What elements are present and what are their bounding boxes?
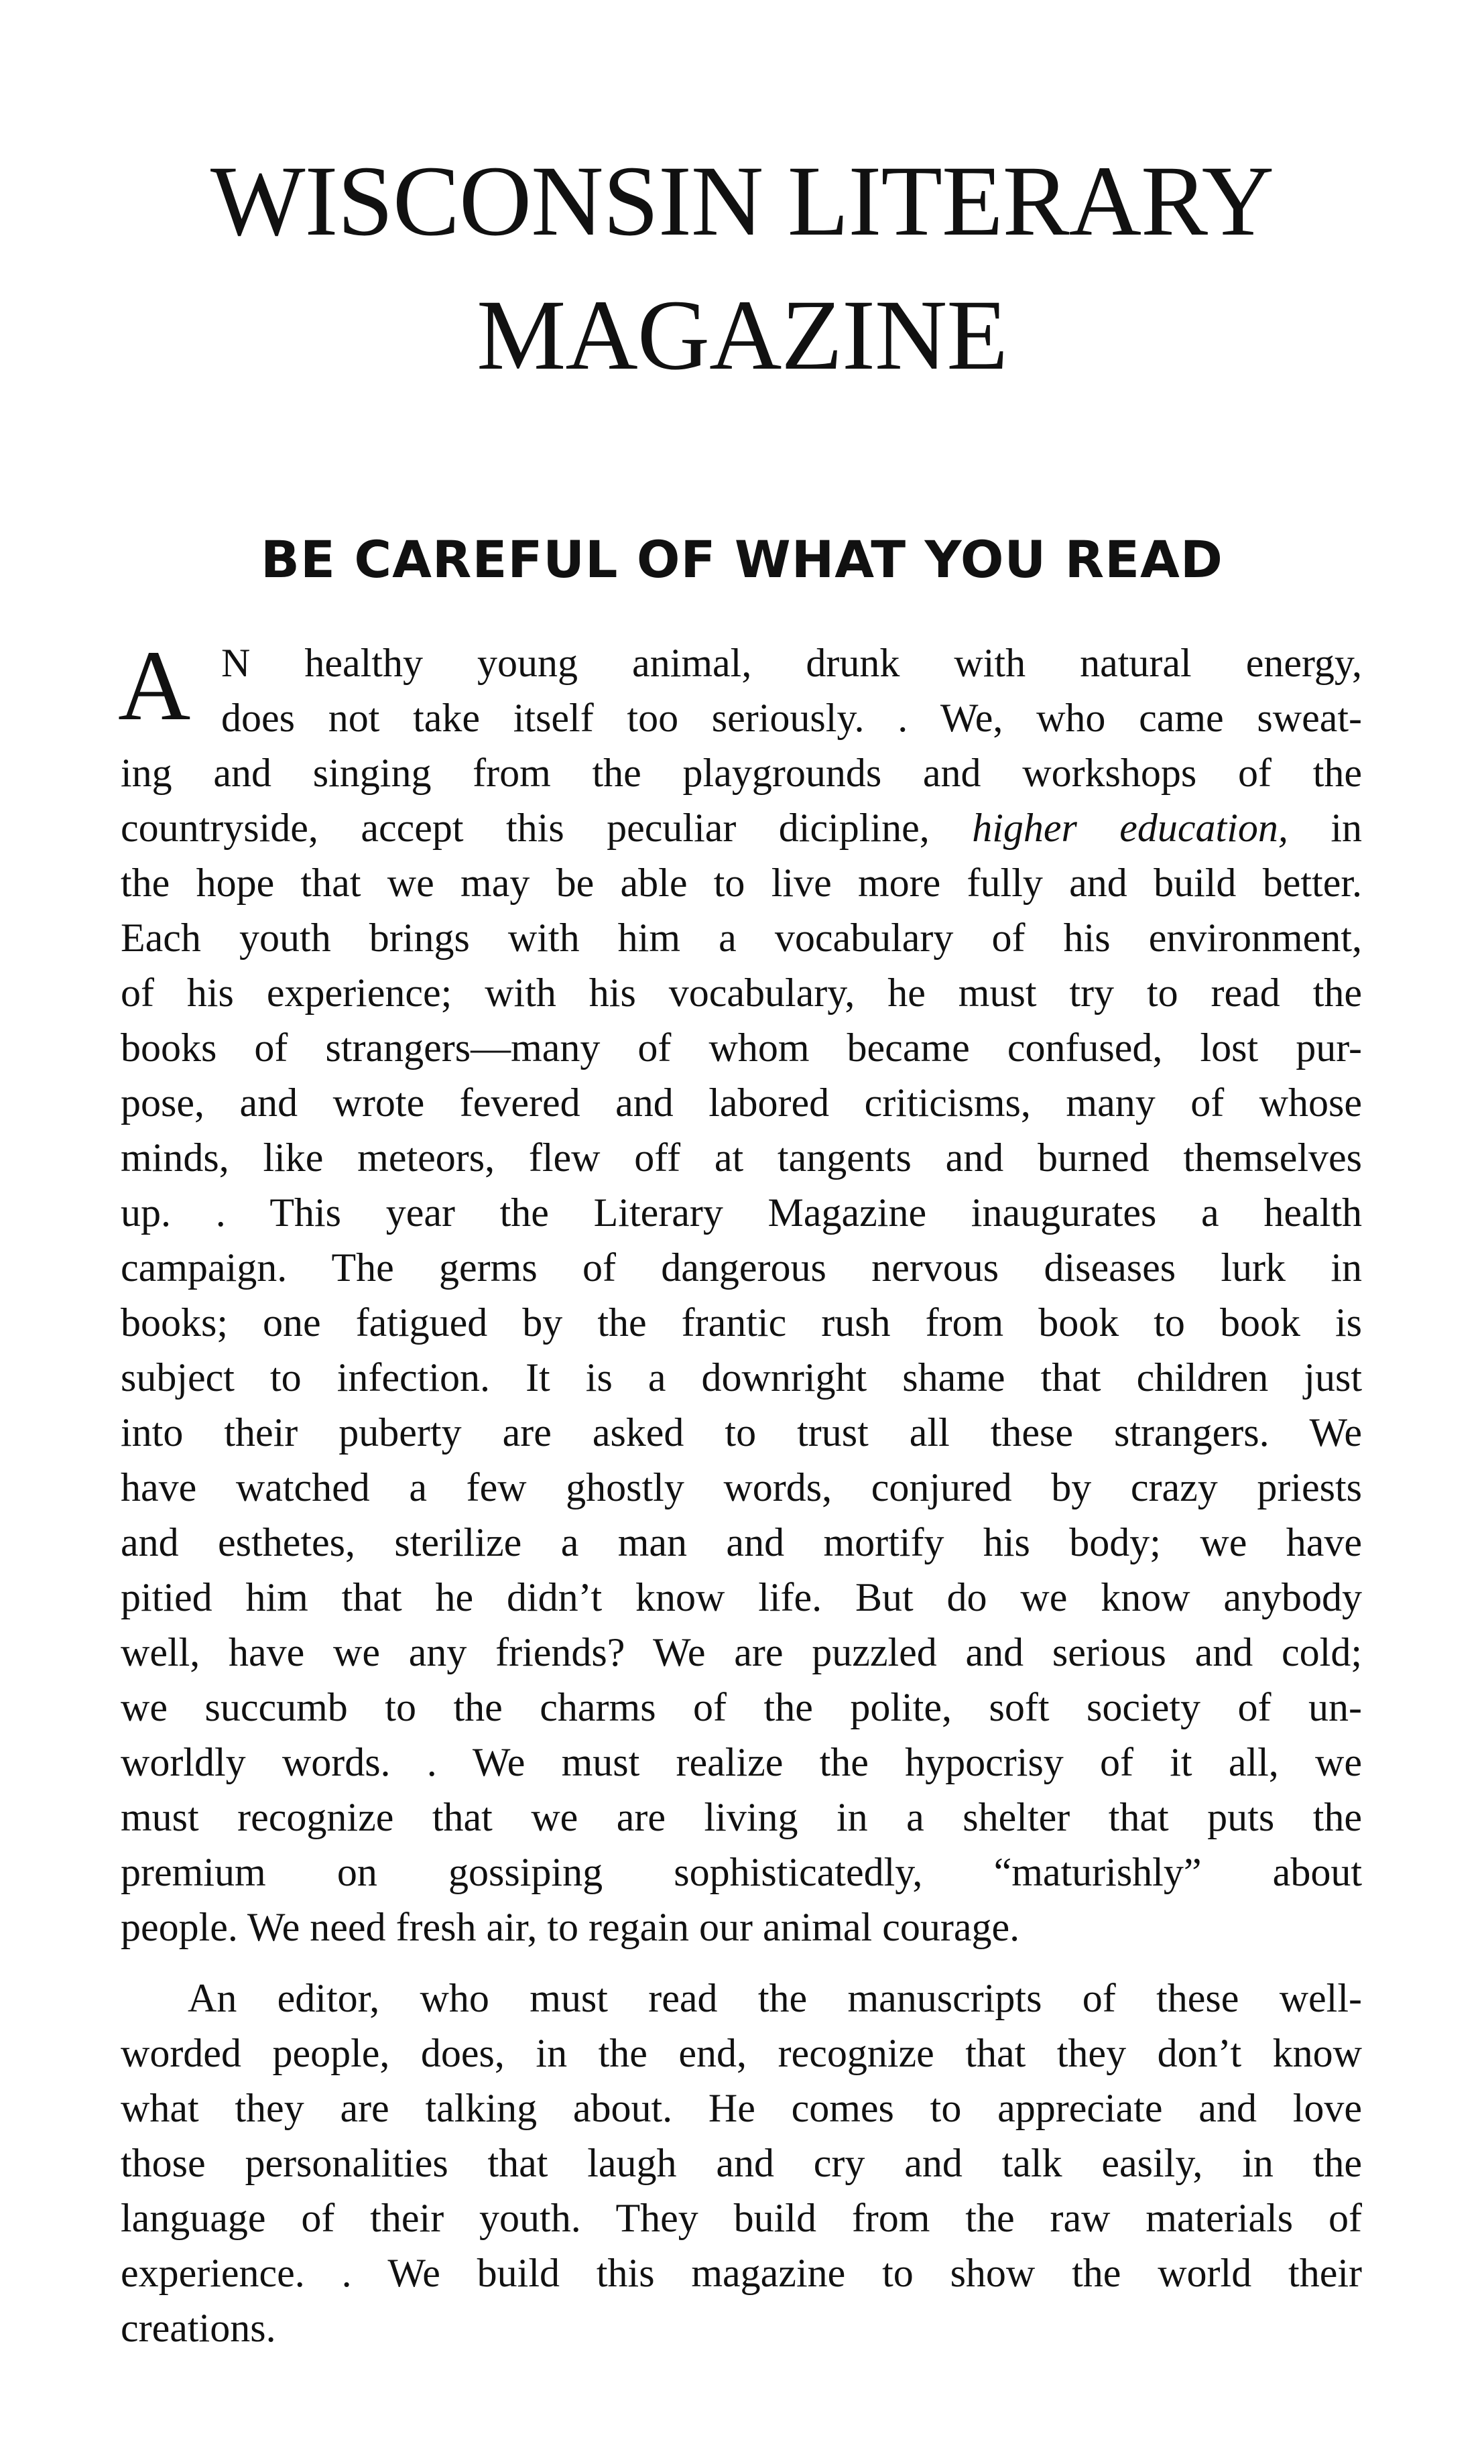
text-segment: in bbox=[1288, 806, 1363, 850]
text-line: creations. bbox=[121, 2306, 276, 2350]
text-line: books; one fatigued by the frantic rush from book to book is bbox=[121, 1300, 1362, 1345]
masthead-line-1: WISCONSIN LITERARY bbox=[210, 145, 1274, 257]
text-line: and esthetes, sterilize a man and mortify his body; we have bbox=[121, 1520, 1362, 1564]
text-line: up. . This year the Literary Magazine inaugurates a health bbox=[121, 1190, 1362, 1235]
article-title: BE CAREFUL OF WHAT YOU READ bbox=[261, 530, 1223, 589]
text-line: does not take itself too seriously. . We, who came sweat- bbox=[221, 696, 1362, 740]
text-line: people. We need fresh air, to regain our animal courage. bbox=[121, 1905, 1020, 1949]
article-paragraph-1 bbox=[118, 630, 1363, 1955]
text-line: experience. . We build this magazine to show the world their bbox=[121, 2251, 1362, 2295]
text-line bbox=[121, 800, 1362, 855]
text-line: premium on gossiping sophisticatedly, “maturishly” about bbox=[121, 1850, 1362, 1894]
text-line: An editor, who must read the manuscripts of these well- bbox=[188, 1976, 1362, 2020]
text-line: what they are talking about. He comes to appreciate and love bbox=[121, 2086, 1362, 2130]
text-line: pose, and wrote fevered and labored criticisms, many of whose bbox=[121, 1081, 1362, 1125]
text-line: language of their youth. They build from the raw materials of bbox=[121, 2196, 1362, 2240]
text-segment: countryside, accept this peculiar dicipline, bbox=[121, 806, 973, 850]
text-line: well, have we any friends? We are puzzled and serious and cold; bbox=[121, 1630, 1362, 1674]
article-paragraph-2 bbox=[121, 1971, 1362, 2355]
text-line: worldly words. . We must realize the hypocrisy of it all, we bbox=[121, 1740, 1362, 1784]
text-line: of his experience; with his vocabulary, he must try to read the bbox=[121, 971, 1362, 1015]
text-line: ing and singing from the playgrounds and workshops of the bbox=[121, 751, 1362, 795]
italic-phrase: higher education, bbox=[972, 806, 1288, 850]
text-line: subject to infection. It is a downright shame that children just bbox=[121, 1355, 1362, 1400]
text-line: we succumb to the charms of the polite, soft society of un- bbox=[121, 1685, 1362, 1729]
text-line: have watched a few ghostly words, conjured by crazy priests bbox=[121, 1465, 1362, 1510]
text-line: must recognize that we are living in a shelter that puts the bbox=[121, 1795, 1362, 1839]
magazine-masthead bbox=[101, 134, 1383, 402]
text-line: worded people, does, in the end, recognize that they don’t know bbox=[121, 2031, 1362, 2075]
drop-cap: A bbox=[118, 630, 191, 741]
text-line: books of strangers—many of whom became confused, lost pur- bbox=[121, 1026, 1362, 1070]
text-line: minds, like meteors, flew off at tangents and burned themselves bbox=[121, 1135, 1362, 1180]
masthead-line-2: MAGAZINE bbox=[477, 280, 1007, 391]
text-line: campaign. The germs of dangerous nervous diseases lurk in bbox=[121, 1245, 1362, 1290]
text-line: the hope that we may be able to live more fully and build better. bbox=[121, 861, 1362, 905]
text-line: N healthy young animal, drunk with natural energy, bbox=[221, 641, 1362, 685]
text-line: Each youth brings with him a vocabulary of his environment, bbox=[121, 916, 1362, 960]
text-line: those personalities that laugh and cry and talk easily, in the bbox=[121, 2141, 1362, 2185]
text-line: pitied him that he didn’t know life. But do we know anybody bbox=[121, 1575, 1362, 1619]
text-line: into their puberty are asked to trust all these strangers. We bbox=[121, 1410, 1362, 1455]
